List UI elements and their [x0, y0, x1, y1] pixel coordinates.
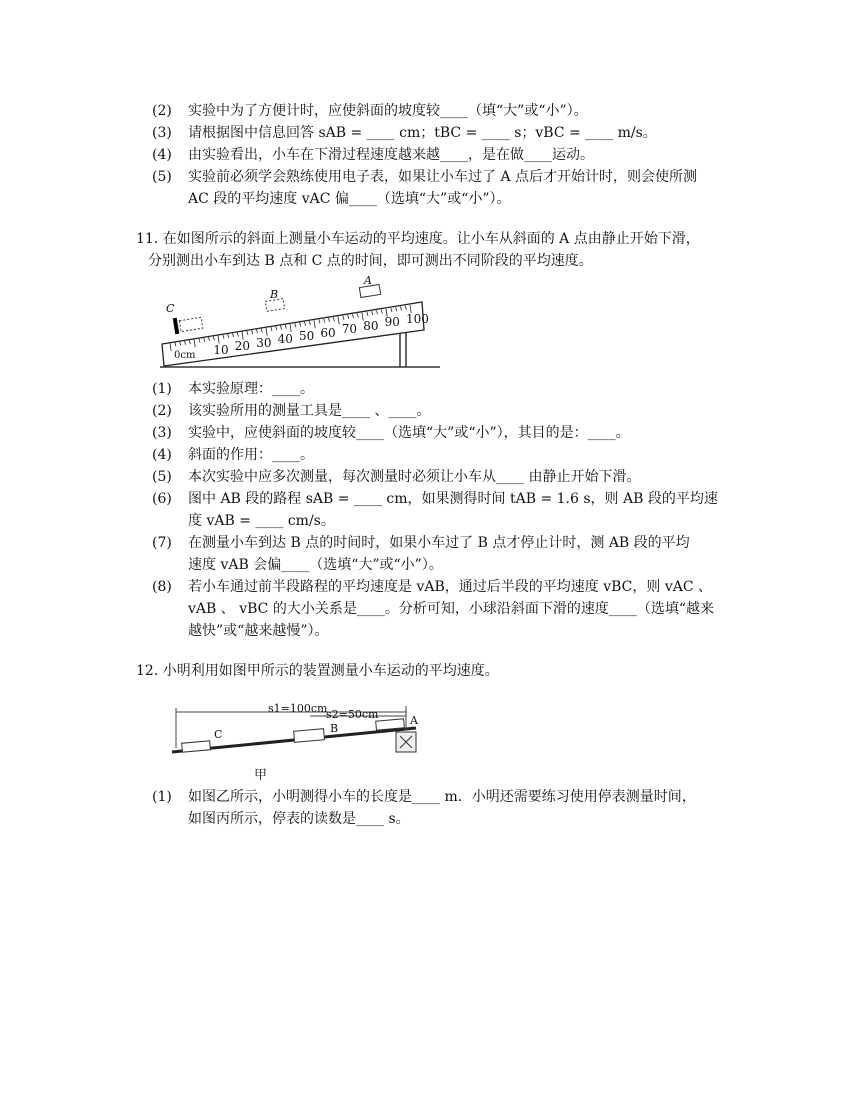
item-text: 实验前必须学会熟练使用电子表，如果让小车过了 A 点后才开始计时，则会使所测	[188, 169, 698, 185]
item-text: 该实验所用的测量工具是____ 、____。	[188, 403, 431, 419]
ruler-unit-label: 0cm	[174, 350, 196, 361]
label-b: B	[270, 288, 279, 301]
q11-item-7	[0, 532, 860, 576]
item-text: 请根据图中信息回答 sAB = ____ cm；tBC = ____ s；vBC = ____ m/s。	[188, 125, 657, 141]
item-text: 在测量小车到达 B 点的时间时，如果小车过了 B 点才停止计时，测 AB 段的平均	[188, 535, 690, 551]
ruler-tick-label: 70	[341, 322, 358, 337]
question-text: 11. 在如图所示的斜面上测量小车运动的平均速度。让小车从斜面的 A 点由静止开始下滑，	[136, 231, 700, 247]
item-text: 实验中，应使斜面的坡度较____（选填“大”或“小”），其目的是：____。	[188, 425, 630, 441]
ruler-tick-label: 90	[384, 315, 400, 330]
item-text: 越快”或“越来越慢”）。	[188, 623, 329, 639]
item-text: 本实验原理：____。	[188, 381, 314, 397]
item-text: vAB 、 vBC 的大小关系是____。分析可知，小球沿斜面下滑的速度____（选填“越来	[188, 601, 714, 617]
question-text: 12. 小明利用如图甲所示的装置测量小车运动的平均速度。	[136, 663, 499, 679]
item-text: 速度 vAB 会偏____（选填“大”或“小”）。	[188, 557, 443, 573]
item-text: 度 vAB = ____ cm/s。	[188, 513, 335, 529]
ruler-tick-label: 30	[256, 335, 272, 350]
item-text: 本次实验中应多次测量，每次测量时必须让小车从____ 由静止开始下滑。	[188, 469, 641, 485]
label-a: A	[364, 274, 372, 287]
label-c: C	[214, 728, 223, 741]
item-text: 如图乙所示，小明测得小车的长度是____ m．小明还需要练习使用停表测量时间，	[188, 789, 696, 805]
label-b: B	[330, 722, 339, 735]
item-text: 如图丙所示，停表的读数是____ s。	[188, 811, 410, 827]
ruler-tick-label: 10	[213, 342, 229, 357]
item-number: (4)	[152, 447, 172, 463]
label-a: A	[410, 714, 418, 727]
q11-item-8	[0, 576, 860, 642]
item-text: 由实验看出，小车在下滑过程速度越来越____，是在做____运动。	[188, 147, 594, 163]
q11-heading	[136, 228, 736, 272]
ruler-tick-label: 100	[406, 312, 429, 326]
item-text: AC 段的平均速度 vAC 偏____（选填“大”或“小”）。	[188, 191, 511, 207]
item-text: 若小车通过前半段路程的平均速度是 vAB，通过后半段的平均速度 vBC，则 vAC 、	[188, 579, 713, 595]
ruler-tick-label: 50	[299, 329, 315, 343]
item-number: (4)	[152, 147, 172, 163]
s2-label: s2=50cm	[326, 708, 379, 721]
q10-item-5	[0, 166, 860, 210]
item-text: 图中 AB 段的路程 sAB = ____ cm，如果测得时间 tAB = 1.6 s，则 AB 段的平均速	[188, 491, 718, 507]
item-number: (5)	[152, 469, 172, 485]
item-number: (2)	[152, 403, 172, 419]
ruler-tick-label: 80	[363, 318, 379, 333]
question-text: 分别测出小车到达 B 点和 C 点的时间，即可测出不同阶段的平均速度。	[148, 253, 593, 269]
item-number: (8)	[152, 579, 172, 595]
item-number: (5)	[152, 169, 172, 185]
item-number: (2)	[152, 103, 172, 119]
s1-label: s1=100cm	[268, 702, 328, 715]
item-number: (3)	[152, 125, 172, 141]
item-number: (3)	[152, 425, 172, 441]
item-number: (1)	[152, 381, 172, 397]
item-number: (1)	[152, 789, 172, 805]
ruler-tick-label: 40	[277, 332, 293, 347]
figure-caption: 甲	[254, 768, 268, 783]
q12-heading	[136, 660, 736, 682]
q11-item-6	[0, 488, 860, 532]
ruler-tick-label: 20	[234, 339, 251, 354]
item-text: 实验中为了方便计时，应使斜面的坡度较____（填“大”或“小”）。	[188, 103, 588, 119]
item-number: (7)	[152, 535, 172, 551]
q12-item-1	[0, 786, 860, 830]
ruler-tick-label: 60	[320, 325, 336, 340]
item-text: 斜面的作用：____。	[188, 447, 314, 463]
item-number: (6)	[152, 491, 172, 507]
label-c: C	[166, 302, 175, 315]
